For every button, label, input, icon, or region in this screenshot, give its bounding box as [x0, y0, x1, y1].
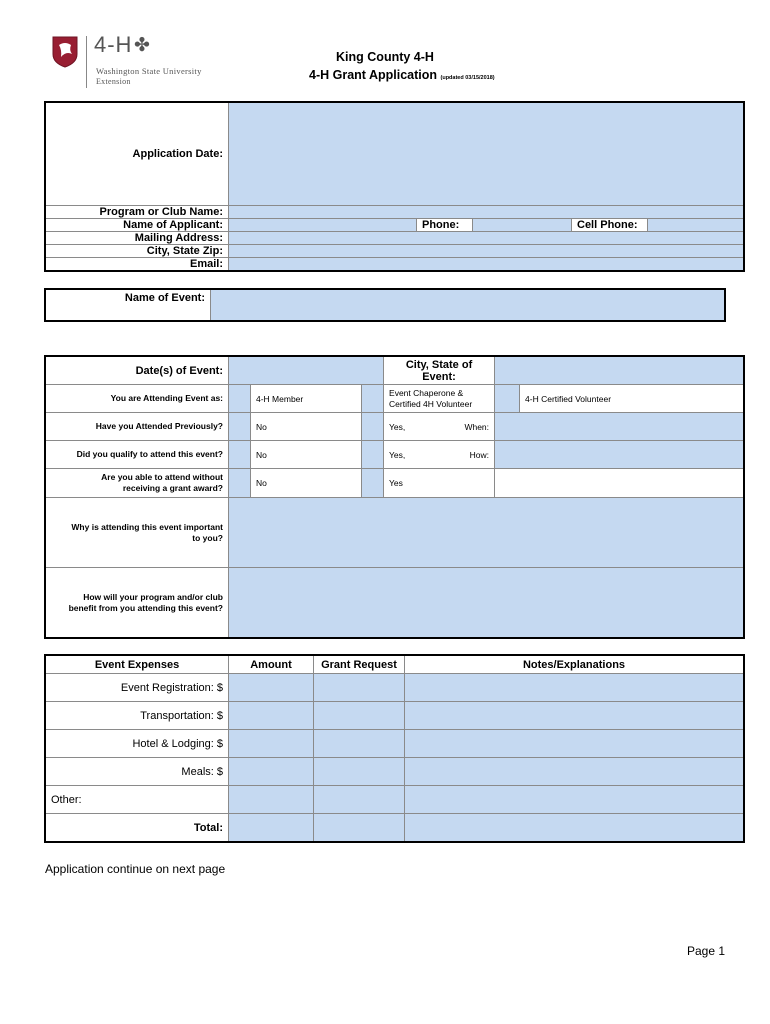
total-label: Total:	[46, 814, 229, 842]
hotel-notes[interactable]	[405, 730, 744, 758]
when-text: When:	[464, 421, 490, 432]
email-field[interactable]	[229, 258, 744, 271]
event-name-label: Name of Event:	[46, 290, 211, 321]
meals-notes[interactable]	[405, 758, 744, 786]
city-state-zip-field[interactable]	[229, 245, 744, 258]
qualify-label: Did you qualify to attend this event?	[46, 441, 229, 469]
expenses-header: Event Expenses	[46, 656, 229, 674]
qualify-no-checkbox[interactable]	[229, 441, 251, 469]
program-club-label: Program or Club Name:	[46, 206, 229, 219]
extension-name: Extension	[96, 77, 131, 86]
registration-notes[interactable]	[405, 674, 744, 702]
yes-text: Yes,	[389, 421, 406, 432]
benefit-label	[46, 568, 229, 638]
previously-no-option: No	[251, 413, 362, 441]
application-date-field[interactable]	[229, 103, 744, 206]
benefit-line-1: How will your program and/or club	[83, 591, 223, 602]
how-text: How:	[469, 449, 490, 460]
without-yes-option: Yes	[384, 469, 495, 498]
attended-previously-label: Have you Attended Previously?	[46, 413, 229, 441]
qualify-yes-option	[384, 441, 495, 469]
benefit-field[interactable]	[229, 568, 744, 638]
benefit-line-2: benefit from you attending this event?	[68, 602, 223, 613]
previously-yes-option	[384, 413, 495, 441]
transportation-notes[interactable]	[405, 702, 744, 730]
notes-header: Notes/Explanations	[405, 656, 744, 674]
meals-grant[interactable]	[314, 758, 405, 786]
cell-phone-field[interactable]	[648, 219, 744, 232]
applicant-name-label: Name of Applicant:	[46, 219, 229, 232]
expenses-table	[45, 655, 744, 842]
hotel-label: Hotel & Lodging: $	[46, 730, 229, 758]
why-important-label	[46, 498, 229, 568]
chaperone-line-1: Event Chaperone &	[389, 387, 464, 398]
transportation-label: Transportation: $	[46, 702, 229, 730]
qualify-how-field[interactable]	[495, 441, 744, 469]
registration-grant[interactable]	[314, 674, 405, 702]
updated-date: (updated 03/15/2018)	[440, 75, 495, 81]
hotel-grant[interactable]	[314, 730, 405, 758]
four-h-wordmark: 4-H	[94, 32, 133, 57]
continue-note: Application continue on next page	[45, 862, 226, 876]
volunteer-option: 4-H Certified Volunteer	[520, 385, 744, 413]
chaperone-option	[384, 385, 495, 413]
chaperone-line-2: Certified 4H Volunteer	[389, 398, 473, 409]
why-line-1: Why is attending this event important	[71, 521, 223, 532]
member-option: 4-H Member	[251, 385, 362, 413]
member-checkbox[interactable]	[229, 385, 251, 413]
event-city-field[interactable]	[495, 357, 744, 385]
transportation-amount[interactable]	[229, 702, 314, 730]
other-label: Other:	[46, 786, 229, 814]
previously-when-field[interactable]	[495, 413, 744, 441]
amount-header: Amount	[229, 656, 314, 674]
yes-text: Yes,	[389, 449, 406, 460]
empty-cell	[495, 469, 744, 498]
total-grant[interactable]	[314, 814, 405, 842]
form-subtitle	[309, 68, 495, 82]
qualify-yes-checkbox[interactable]	[362, 441, 384, 469]
registration-label: Event Registration: $	[46, 674, 229, 702]
event-details-table	[45, 356, 744, 638]
other-amount[interactable]	[229, 786, 314, 814]
applicant-info-table	[45, 102, 744, 271]
city-state-zip-label: City, State Zip:	[46, 245, 229, 258]
qualify-no-option: No	[251, 441, 362, 469]
previously-no-checkbox[interactable]	[229, 413, 251, 441]
attend-without-line-1: Are you able to attend without	[101, 472, 223, 482]
mailing-address-field[interactable]	[229, 232, 744, 245]
event-city-label: City, State of Event:	[384, 357, 495, 385]
hotel-amount[interactable]	[229, 730, 314, 758]
total-amount[interactable]	[229, 814, 314, 842]
email-label: Email:	[46, 258, 229, 271]
clover-icon: ✤	[134, 35, 150, 56]
program-club-field[interactable]	[229, 206, 744, 219]
previously-yes-checkbox[interactable]	[362, 413, 384, 441]
cell-phone-label: Cell Phone:	[572, 219, 648, 232]
applicant-name-field[interactable]	[229, 219, 417, 232]
volunteer-checkbox[interactable]	[495, 385, 520, 413]
total-notes[interactable]	[405, 814, 744, 842]
without-no-option: No	[251, 469, 362, 498]
chaperone-checkbox[interactable]	[362, 385, 384, 413]
why-important-field[interactable]	[229, 498, 744, 568]
application-date-label: Application Date:	[46, 103, 229, 206]
transportation-grant[interactable]	[314, 702, 405, 730]
attend-without-label	[46, 469, 229, 498]
phone-label: Phone:	[417, 219, 473, 232]
other-notes[interactable]	[405, 786, 744, 814]
mailing-address-label: Mailing Address:	[46, 232, 229, 245]
meals-amount[interactable]	[229, 758, 314, 786]
phone-field[interactable]	[473, 219, 572, 232]
event-dates-label: Date(s) of Event:	[46, 357, 229, 385]
page-title: King County 4-H	[336, 50, 434, 64]
event-name-field[interactable]	[211, 290, 725, 321]
wsu-name: Washington State University	[96, 66, 202, 76]
grant-request-header: Grant Request	[314, 656, 405, 674]
why-line-2: to you?	[192, 532, 223, 543]
attend-without-line-2: receiving a grant award?	[122, 483, 223, 493]
event-name-table	[45, 289, 725, 321]
meals-label: Meals: $	[46, 758, 229, 786]
attending-as-label: You are Attending Event as:	[46, 385, 229, 413]
subtitle-text: 4-H Grant Application	[309, 68, 438, 82]
other-grant[interactable]	[314, 786, 405, 814]
event-dates-field[interactable]	[229, 357, 384, 385]
page-number: Page 1	[687, 944, 726, 958]
registration-amount[interactable]	[229, 674, 314, 702]
without-no-checkbox[interactable]	[229, 469, 251, 498]
without-yes-checkbox[interactable]	[362, 469, 384, 498]
